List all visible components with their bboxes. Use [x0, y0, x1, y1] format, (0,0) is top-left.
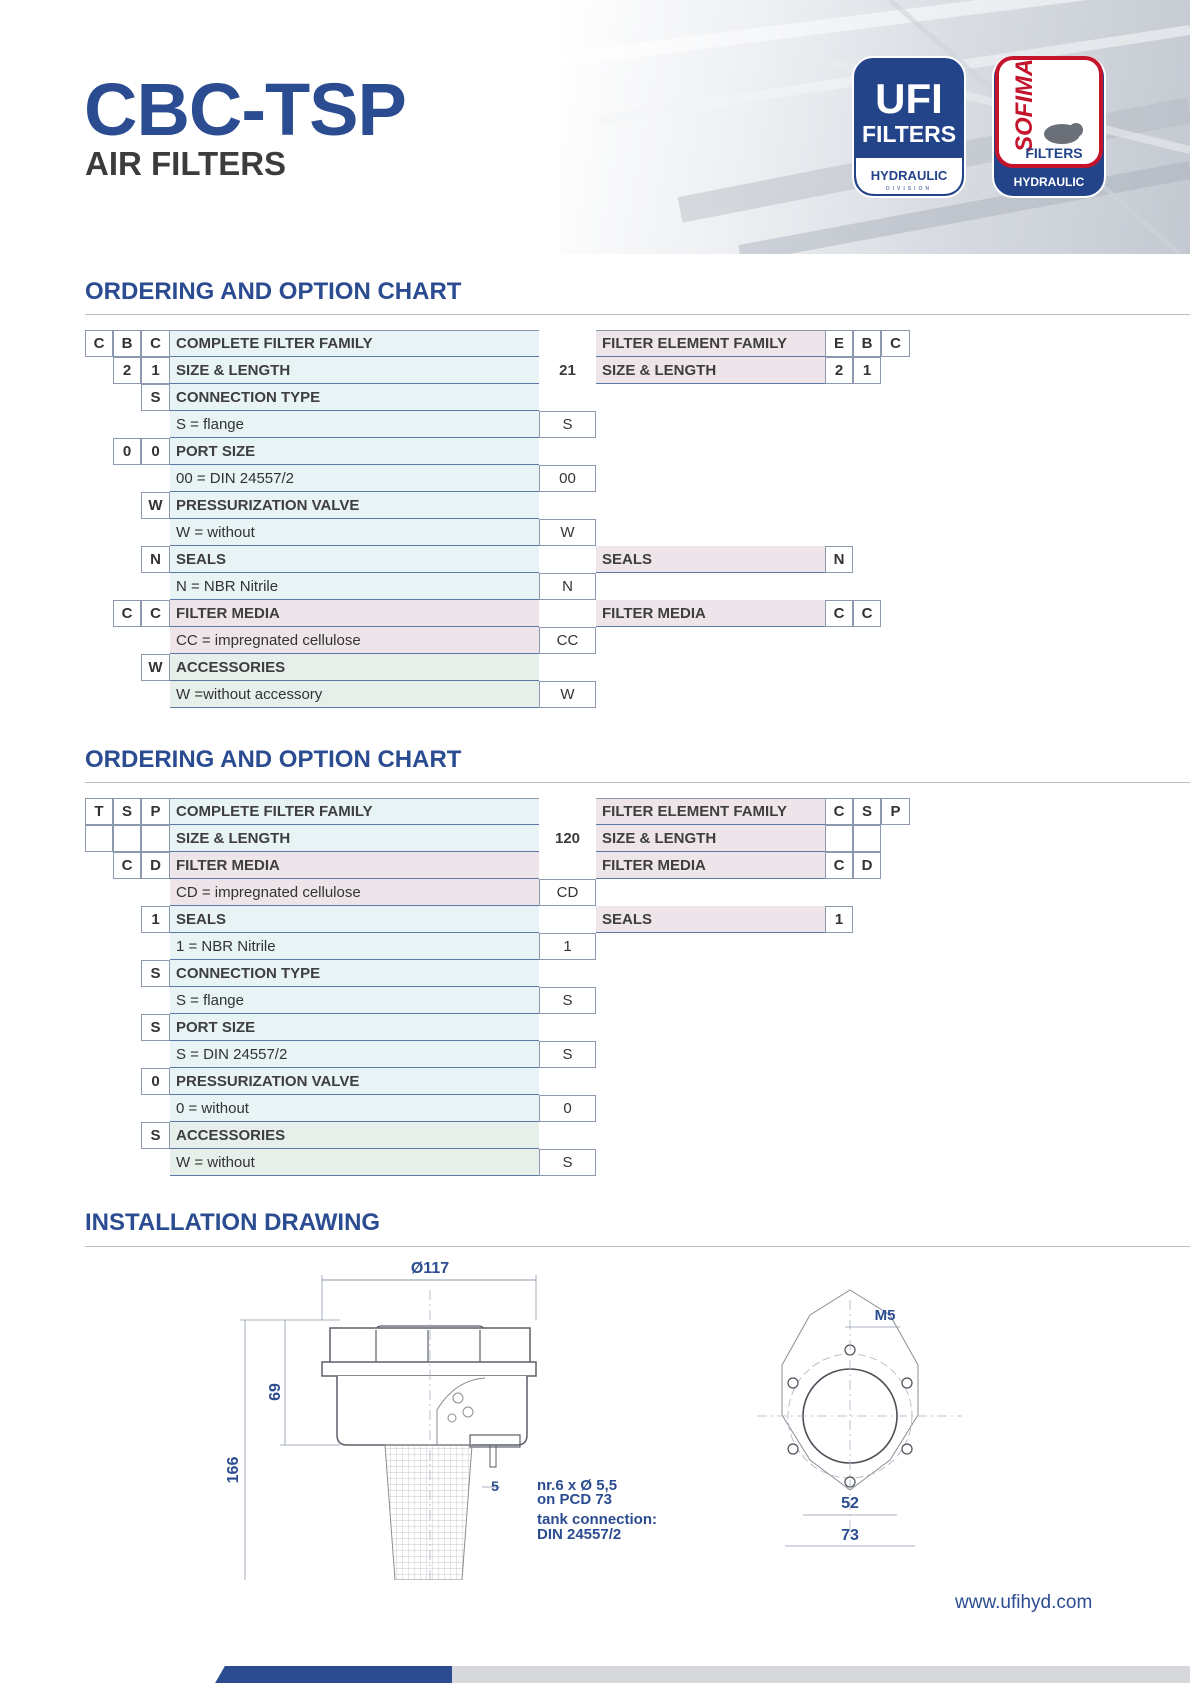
website-link[interactable]: www.ufihyd.com [955, 1592, 1093, 1613]
code-box: 0 [141, 1068, 170, 1095]
element-label: FILTER MEDIA [596, 852, 825, 879]
code-box: P [881, 798, 910, 825]
row-label: S = DIN 24557/2 [170, 1041, 539, 1068]
row-label: W = without [170, 519, 539, 546]
row-label: PRESSURIZATION VALVE [170, 492, 539, 519]
sofima-logo-filters: FILTERS [1025, 145, 1083, 161]
element-label: FILTER ELEMENT FAMILY [596, 798, 825, 825]
row-value: W [539, 681, 596, 708]
code-box: C [141, 600, 170, 627]
row-label: SIZE & LENGTH [170, 825, 539, 852]
code-box: C [825, 798, 853, 825]
ufi-filters-logo [852, 56, 968, 200]
code-box: N [825, 546, 853, 573]
code-box: D [141, 852, 170, 879]
element-label: FILTER ELEMENT FAMILY [596, 330, 825, 357]
row-label: FILTER MEDIA [170, 600, 539, 627]
note-pcd: on PCD 73 [537, 1491, 613, 1508]
code-box: E [825, 330, 853, 357]
code-box: B [853, 330, 881, 357]
code-box: 1 [853, 357, 881, 384]
footer-gray-bar [452, 1666, 1190, 1683]
code-box: P [141, 798, 170, 825]
sofima-logo-hydraulic: HYDRAULIC [1013, 175, 1085, 189]
note-din: DIN 24557/2 [537, 1526, 622, 1543]
code-box: T [85, 798, 113, 825]
code-box: S [141, 960, 170, 987]
code-box: W [141, 654, 170, 681]
code-box-empty [825, 825, 853, 852]
dim-gap: 5 [491, 1478, 499, 1494]
row-value: S [539, 1041, 596, 1068]
element-label: SEALS [596, 906, 825, 933]
code-box-empty [141, 825, 170, 852]
row-label: CC = impregnated cellulose [170, 627, 539, 654]
row-label: ACCESSORIES [170, 654, 539, 681]
row-label: PRESSURIZATION VALVE [170, 1068, 539, 1095]
row-label: W =without accessory [170, 681, 539, 708]
ufi-logo-hydraulic: HYDRAULIC [870, 168, 948, 183]
code-box: S [141, 1014, 170, 1041]
row-label: PORT SIZE [170, 1014, 539, 1041]
row-label: 1 = NBR Nitrile [170, 933, 539, 960]
row-label: ACCESSORIES [170, 1122, 539, 1149]
code-box: C [825, 852, 853, 879]
row-value: CD [539, 879, 596, 906]
row-value: 21 [559, 362, 576, 379]
element-label: FILTER MEDIA [596, 600, 825, 627]
row-label: PORT SIZE [170, 438, 539, 465]
installation-drawing [0, 1250, 1190, 1580]
row-value: S [539, 987, 596, 1014]
code-box: S [853, 798, 881, 825]
row-value: 120 [554, 830, 581, 847]
sofima-filters-logo [992, 56, 1108, 200]
code-box: N [141, 546, 170, 573]
code-box: 0 [113, 438, 141, 465]
row-value: CC [539, 627, 596, 654]
code-box-empty [853, 825, 881, 852]
row-value: W [539, 519, 596, 546]
ufi-logo-division: DIVISION [886, 186, 932, 192]
row-label: CONNECTION TYPE [170, 960, 539, 987]
code-box: B [113, 330, 141, 357]
code-box: 2 [825, 357, 853, 384]
row-label: COMPLETE FILTER FAMILY [170, 798, 539, 825]
code-box: S [141, 384, 170, 411]
element-label: SIZE & LENGTH [596, 825, 825, 852]
product-title: CBC-TSP [84, 68, 406, 151]
code-box: C [853, 600, 881, 627]
dim-height-total: 166 [225, 1456, 242, 1484]
code-box: 2 [113, 357, 141, 384]
code-box-empty [85, 825, 113, 852]
dim-pcd: 73 [841, 1527, 859, 1544]
code-box: 1 [141, 906, 170, 933]
row-label: FILTER MEDIA [170, 852, 539, 879]
code-box: 0 [141, 438, 170, 465]
row-label: W = without [170, 1149, 539, 1176]
row-label: SEALS [170, 546, 539, 573]
ufi-logo-filters: FILTERS [861, 121, 957, 147]
code-box: W [141, 492, 170, 519]
product-subtitle: AIR FILTERS [85, 145, 287, 182]
element-label: SEALS [596, 546, 825, 573]
code-box: C [113, 852, 141, 879]
code-box-empty [113, 825, 141, 852]
row-label: SIZE & LENGTH [170, 357, 539, 384]
row-label: COMPLETE FILTER FAMILY [170, 330, 539, 357]
note-tank: tank connection: [537, 1511, 658, 1528]
row-label: SEALS [170, 906, 539, 933]
code-box: 1 [825, 906, 853, 933]
row-label: 00 = DIN 24557/2 [170, 465, 539, 492]
footer-blue-bar [215, 1666, 465, 1683]
section-title-ordering-1: ORDERING AND OPTION CHART [85, 278, 462, 305]
row-label: N = NBR Nitrile [170, 573, 539, 600]
code-box: S [113, 798, 141, 825]
row-label: S = flange [170, 987, 539, 1014]
row-label: CD = impregnated cellulose [170, 879, 539, 906]
section-rule-1 [85, 314, 1190, 315]
dim-diameter: Ø117 [410, 1260, 450, 1277]
section-title-installation: INSTALLATION DRAWING [85, 1209, 381, 1236]
row-value: 1 [539, 933, 596, 960]
row-label: S = flange [170, 411, 539, 438]
dim-height-top: 69 [267, 1383, 284, 1401]
dim-inner: 52 [841, 1495, 859, 1512]
code-box: C [113, 600, 141, 627]
code-box: 1 [141, 357, 170, 384]
element-label: SIZE & LENGTH [596, 357, 825, 384]
row-value: 00 [539, 465, 596, 492]
dim-thread: M5 [874, 1307, 896, 1324]
section-title-ordering-2: ORDERING AND OPTION CHART [85, 746, 462, 773]
sofima-logo-text: SOFIMA [1011, 58, 1038, 152]
code-box: C [141, 330, 170, 357]
code-box: C [881, 330, 910, 357]
row-value: N [539, 573, 596, 600]
code-box: C [825, 600, 853, 627]
row-value: S [539, 411, 596, 438]
note-holes: nr.6 x Ø 5,5 [537, 1477, 618, 1494]
row-label: CONNECTION TYPE [170, 384, 539, 411]
section-rule-3 [85, 1246, 1190, 1247]
section-rule-2 [85, 782, 1190, 783]
row-value: 0 [539, 1095, 596, 1122]
row-label: 0 = without [170, 1095, 539, 1122]
code-box: S [141, 1122, 170, 1149]
ufi-logo-text: UFI [875, 75, 943, 122]
row-value: S [539, 1149, 596, 1176]
code-box: D [853, 852, 881, 879]
code-box: C [85, 330, 113, 357]
